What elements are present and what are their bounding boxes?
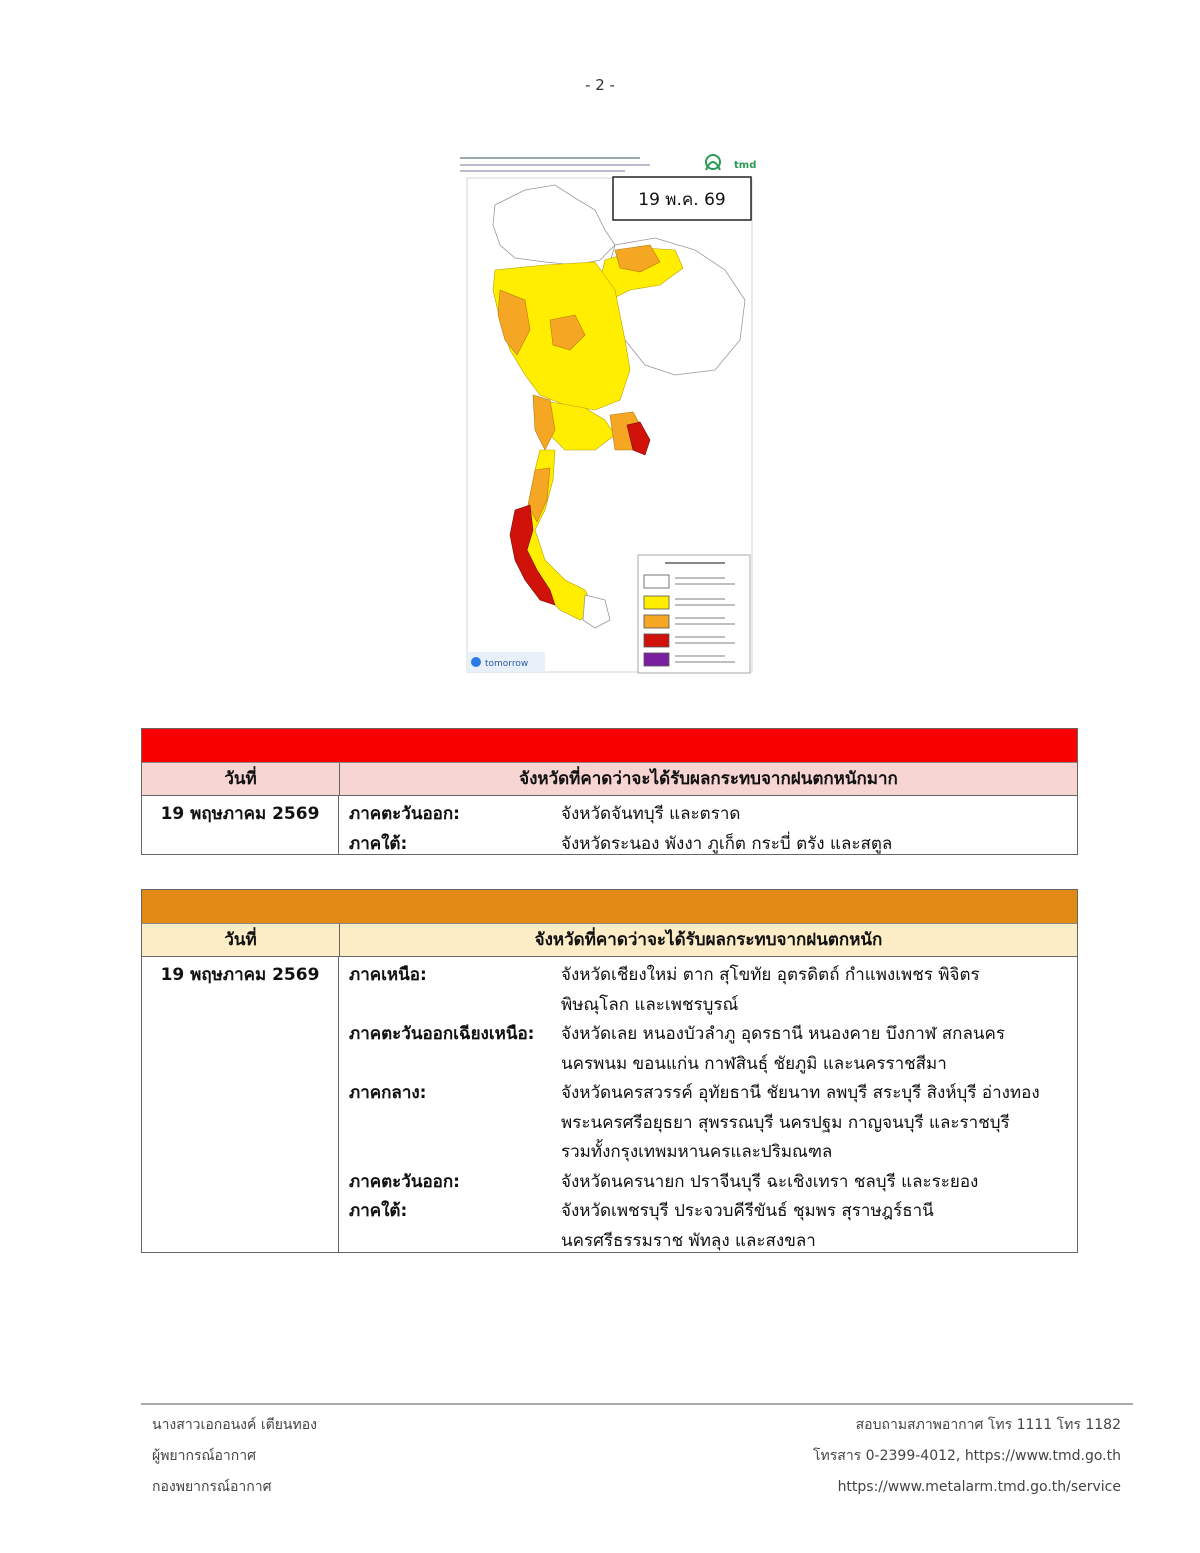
service-link[interactable]: https://www.metalarm.tmd.go.th/service xyxy=(837,1479,1121,1495)
region-provinces: จังหวัดจันทบุรี และตราด xyxy=(561,804,741,824)
map-brand-mark: tmd xyxy=(734,160,757,171)
legend-swatch-yellow xyxy=(644,596,669,609)
footer-contact-block xyxy=(813,1410,1121,1503)
tmd-logo-icon xyxy=(706,155,720,170)
footer-forecaster-block xyxy=(152,1410,317,1503)
svg-text:tomorrow: tomorrow xyxy=(485,659,529,669)
heavy-rain-table-header xyxy=(142,923,1077,957)
region-name: ภาคใต้: xyxy=(349,1201,408,1221)
map-date-label: 19 พ.ค. 69 xyxy=(638,190,726,210)
footer-divider xyxy=(141,1403,1133,1405)
table-row xyxy=(349,1079,1077,1168)
heavy-rain-color-band xyxy=(142,890,1077,923)
col-date-header: วันที่ xyxy=(142,763,340,795)
region-provinces: จังหวัดระนอง พังงา ภูเก็ต กระบี่ ตรัง และสตูล xyxy=(561,833,893,854)
region-name: ภาคกลาง: xyxy=(349,1083,427,1103)
region-name: ภาคเหนือ: xyxy=(349,965,427,985)
legend-swatch-white xyxy=(644,575,669,588)
table-row xyxy=(349,1197,1077,1256)
table-row xyxy=(349,800,1077,830)
legend-swatch-orange xyxy=(644,615,669,628)
heavy-rain-table xyxy=(141,889,1078,1253)
forecaster-division: กองพยากรณ์อากาศ xyxy=(152,1479,272,1495)
forecast-date: 19 พฤษภาคม 2569 xyxy=(142,796,339,854)
forecast-date: 19 พฤษภาคม 2569 xyxy=(142,957,339,1252)
table-row xyxy=(349,961,1077,1020)
region-name: ภาคใต้: xyxy=(349,833,408,854)
rainfall-forecast-map xyxy=(455,150,765,678)
map-legend xyxy=(638,555,750,673)
region-name: ภาคตะวันออกเฉียงเหนือ: xyxy=(349,1024,535,1044)
legend-swatch-red xyxy=(644,634,669,647)
region-name: ภาคตะวันออก: xyxy=(349,804,460,824)
tomorrow-logo xyxy=(467,652,545,672)
region-name: ภาคตะวันออก: xyxy=(349,1171,460,1192)
region-provinces: จังหวัดเลย หนองบัวลำภู อุดรธานี หนองคาย บึงกาฬ สกลนคร นครพนม ขอนแก่น กาฬสินธุ์ ชัยภูมิ และนครราชสีมา xyxy=(561,1024,1006,1074)
region-provinces: จังหวัดเชียงใหม่ ตาก สุโขทัย อุตรดิตถ์ กำแพงเพชร พิจิตร พิษณุโลก และเพชรบูรณ์ xyxy=(561,965,980,1015)
col-date-header: วันที่ xyxy=(142,924,340,956)
table-row xyxy=(349,1020,1077,1079)
weather-hotline: สอบถามสภาพอากาศ โทร 1111 โทร 1182 xyxy=(855,1417,1121,1433)
very-heavy-rain-color-band xyxy=(142,729,1077,762)
col-provinces-header: จังหวัดที่คาดว่าจะได้รับผลกระทบจากฝนตกหนัก xyxy=(534,930,883,950)
region-provinces: จังหวัดนครนายก ปราจีนบุรี ฉะเชิงเทรา ชลบุรี และระยอง xyxy=(561,1171,979,1192)
forecaster-position: ผู้พยากรณ์อากาศ xyxy=(152,1448,256,1464)
very-heavy-rain-table-header xyxy=(142,762,1077,796)
region-provinces: จังหวัดนครสวรรค์ อุทัยธานี ชัยนาท ลพบุรี สระบุรี สิงห์บุรี อ่างทอง พระนครศรีอยุธยา สุพรรณบุรี นครปฐม กาญจนบุรี และราชบุรี รวมทั้งกรุงเทพมหานครและปริมณฑล xyxy=(561,1083,1040,1162)
forecaster-name: นางสาวเอกอนงค์ เตียนทอง xyxy=(152,1417,317,1433)
fax-and-website[interactable]: โทรสาร 0-2399-4012, https://www.tmd.go.th xyxy=(813,1448,1121,1464)
region-provinces: จังหวัดเพชรบุรี ประจวบคีรีขันธ์ ชุมพร สุราษฎร์ธานี นครศรีธรรมราช พัทลุง และสงขลา xyxy=(561,1201,934,1251)
table-row xyxy=(349,830,1077,860)
col-provinces-header: จังหวัดที่คาดว่าจะได้รับผลกระทบจากฝนตกหนักมาก xyxy=(519,769,898,789)
very-heavy-rain-table xyxy=(141,728,1078,855)
table-row xyxy=(349,1168,1077,1198)
legend-swatch-purple xyxy=(644,653,669,666)
page-number: - 2 - xyxy=(585,76,615,94)
